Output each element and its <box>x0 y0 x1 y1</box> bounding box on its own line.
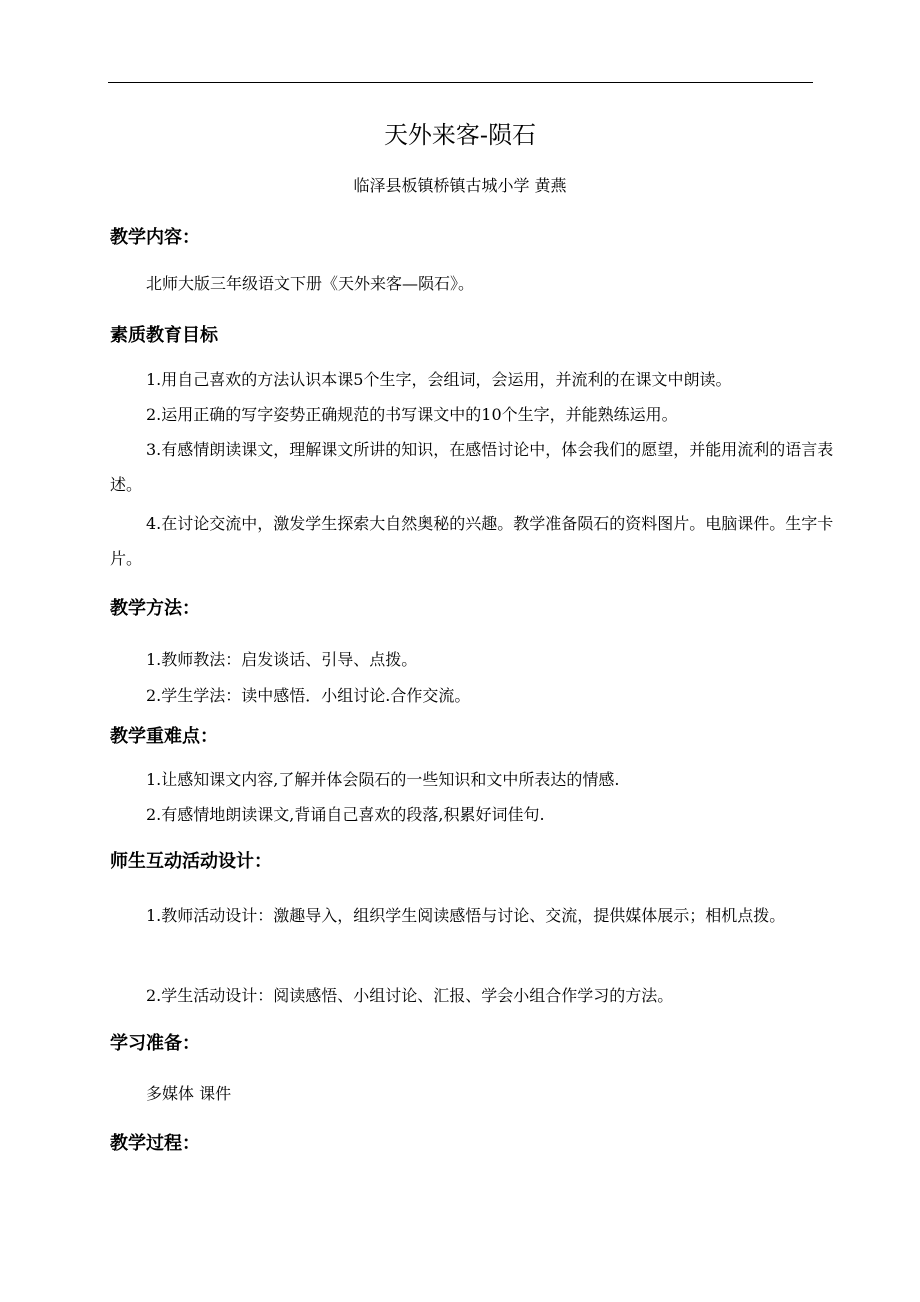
method-item-1: 1.教师教法：启发谈话、引导、点拨。 <box>146 650 418 669</box>
heading-keypoints: 教学重难点： <box>110 726 218 747</box>
method-item-2: 2.学生学法：读中感悟．小组讨论.合作交流。 <box>146 686 471 705</box>
heading-goals: 素质教育目标 <box>110 325 218 346</box>
keypoint-item-2: 2.有感情地朗读课文,背诵自己喜欢的段落,积累好词佳句. <box>146 805 545 824</box>
heading-process: 教学过程： <box>110 1133 200 1154</box>
document-title: 天外来客-陨石 <box>383 121 537 149</box>
teaching-content-text: 北师大版三年级语文下册《天外来客—陨石》。 <box>146 274 475 293</box>
goal-item-1: 1.用自己喜欢的方法认识本课5个生字，会组词，会运用，并流利的在课文中朗读。 <box>146 370 732 389</box>
goal-item-4: 4.在讨论交流中，激发学生探索大自然奥秘的兴趣。教学准备陨石的资料图片。电脑课件。生字卡片。 <box>110 514 834 568</box>
heading-preparation: 学习准备： <box>110 1033 200 1054</box>
heading-teaching-content: 教学内容： <box>110 227 200 248</box>
goal-item-3: 3.有感情朗读课文，理解课文所讲的知识，在感悟讨论中，体会我们的愿望，并能用流利的语言表述。 <box>110 440 834 494</box>
activity-item-1: 1.教师活动设计：激趣导入，组织学生阅读感悟与讨论、交流，提供媒体展示；相机点拨。 <box>146 906 786 925</box>
author-line: 临泽县板镇桥镇古城小学 黄燕 <box>353 176 567 195</box>
heading-activities: 师生互动活动设计： <box>110 851 272 872</box>
header-rule <box>108 82 813 83</box>
preparation-text: 多媒体 课件 <box>146 1084 232 1103</box>
activity-item-2: 2.学生活动设计：阅读感悟、小组讨论、汇报、学会小组合作学习的方法。 <box>146 986 674 1005</box>
goal-item-2: 2.运用正确的写字姿势正确规范的书写课文中的10个生字，并能熟练运用。 <box>146 405 678 424</box>
heading-methods: 教学方法： <box>110 598 200 619</box>
keypoint-item-1: 1.让感知课文内容,了解并体会陨石的一些知识和文中所表达的情感. <box>146 770 620 789</box>
